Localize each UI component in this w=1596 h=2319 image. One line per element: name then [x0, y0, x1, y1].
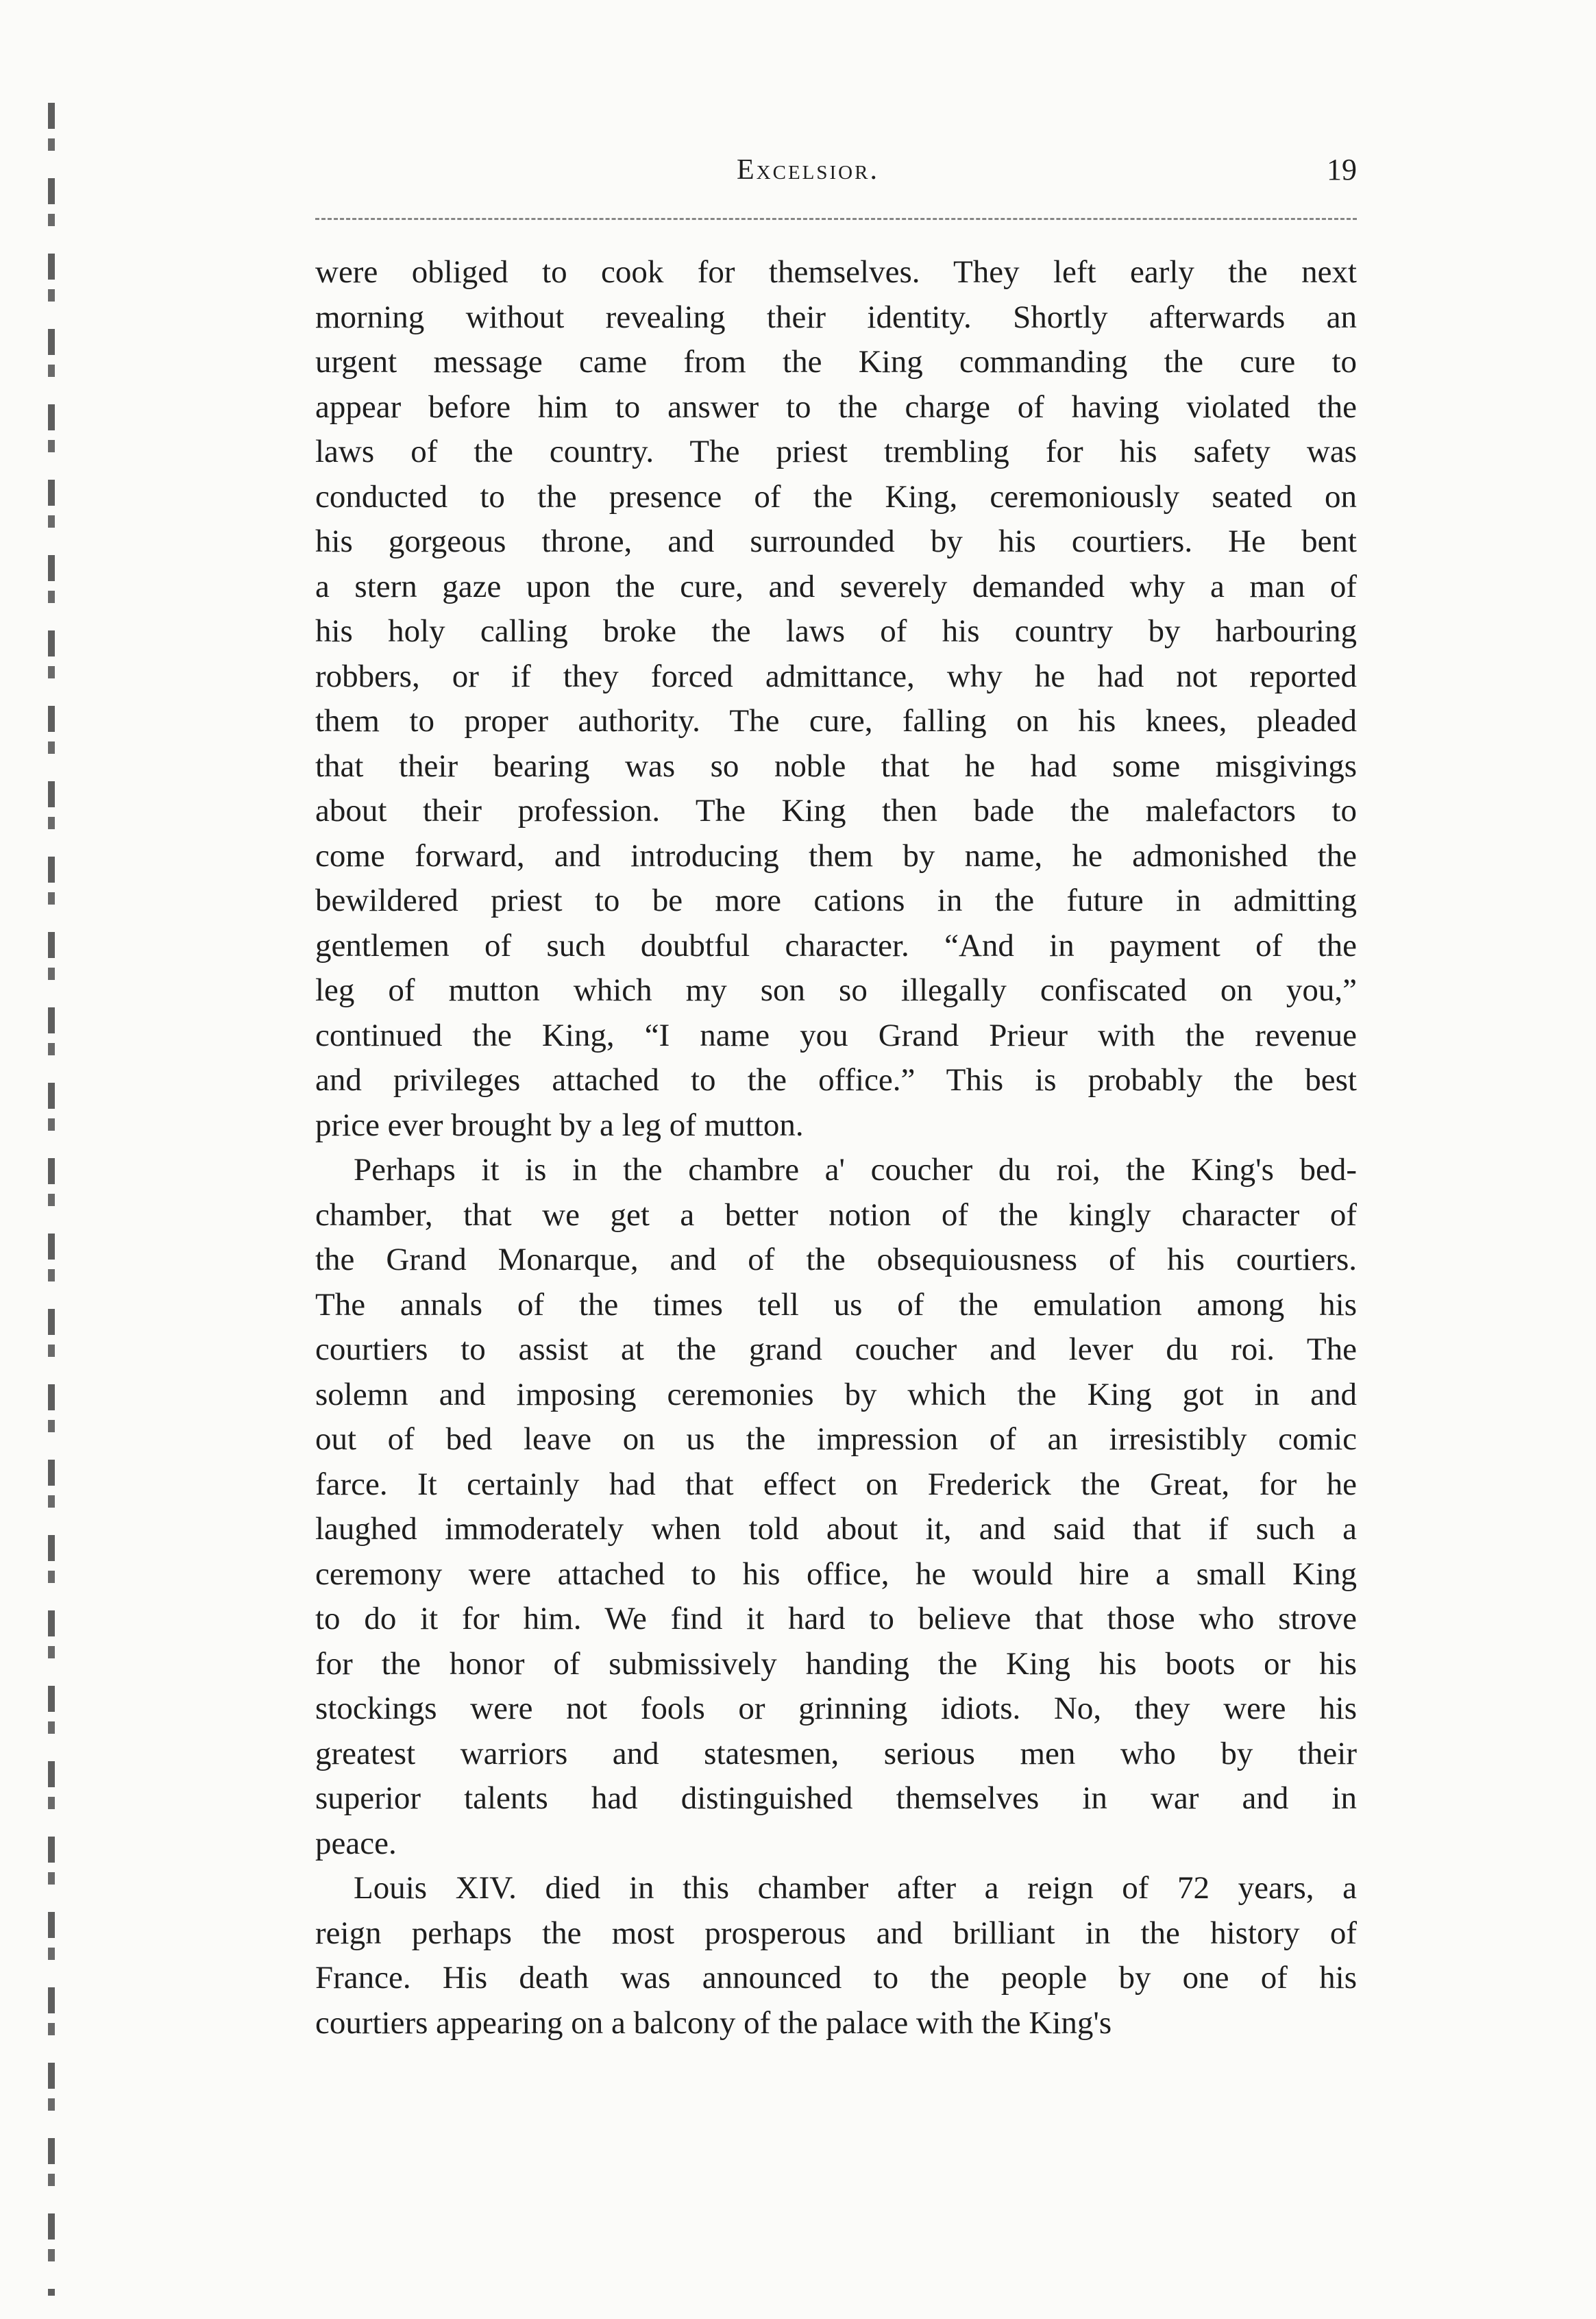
text-line: price ever brought by a leg of mutton.: [315, 1107, 804, 1143]
text-line: gentlemen of such doubtful character. “And in payment of the: [315, 927, 1357, 964]
text-line: the Grand Monarque, and of the obsequiousness of his courtiers.: [315, 1242, 1357, 1277]
text-line: laws of the country. The priest trembling for his safety was: [315, 434, 1357, 469]
text-line: laughed immoderately when told about it, and said that if such a: [315, 1511, 1357, 1547]
text-line: peace.: [315, 1825, 397, 1861]
text-line: The annals of the times tell us of the emulation among his: [315, 1286, 1357, 1323]
text-line: a stern gaze upon the cure, and severely demanded why a man of: [315, 568, 1357, 604]
text-line: Louis XIV. died in this chamber after a reign of 72 years, a: [354, 1870, 1357, 1906]
text-line: his gorgeous throne, and surrounded by his courtiers. He bent: [315, 524, 1357, 559]
paragraph: [315, 1866, 1357, 2046]
text-line: out of bed leave on us the impression of an irresistibly comic: [315, 1421, 1357, 1457]
text-line: Perhaps it is in the chambre a' coucher du roi, the King's bed-: [354, 1152, 1357, 1188]
header-rule: [315, 218, 1357, 220]
page-header: [315, 149, 1357, 191]
text-line: stockings were not fools or grinning idiots. No, they were his: [315, 1691, 1357, 1726]
page-number: 19: [1327, 153, 1357, 186]
text-line: them to proper authority. The cure, falling on his knees, pleaded: [315, 703, 1357, 739]
text-line: greatest warriors and statesmen, serious men who by their: [315, 1735, 1357, 1771]
text-line: bewildered priest to be more cations in the future in admitting: [315, 883, 1357, 918]
text-line: courtiers appearing on a balcony of the palace with the King's: [315, 2004, 1112, 2041]
text-line: to do it for him. We find it hard to believe that those who strove: [315, 1601, 1357, 1636]
text-line: reign perhaps the most prosperous and brilliant in the history of: [315, 1915, 1357, 1951]
body-text: [315, 250, 1357, 2046]
text-line: leg of mutton which my son so illegally confiscated on you,”: [315, 972, 1357, 1008]
text-line: chamber, that we get a better notion of the kingly character of: [315, 1197, 1357, 1233]
text-line: appear before him to answer to the charge of having violated the: [315, 389, 1357, 425]
text-line: conducted to the presence of the King, ceremoniously seated on: [315, 478, 1357, 515]
text-line: solemn and imposing ceremonies by which the King got in and: [315, 1376, 1357, 1412]
running-title: Excelsior.: [737, 154, 879, 186]
paragraph: [315, 1148, 1357, 1866]
text-line: for the honor of submissively handing the King his boots or his: [315, 1645, 1357, 1682]
text-line: that their bearing was so noble that he had some misgivings: [315, 748, 1357, 784]
binding-edge: [48, 103, 55, 2296]
text-line: come forward, and introducing them by name, he admonished the: [315, 837, 1357, 874]
text-line: urgent message came from the King commanding the cure to: [315, 344, 1357, 380]
text-line: and privileges attached to the office.” This is probably the best: [315, 1062, 1357, 1098]
text-line: courtiers to assist at the grand coucher and lever du roi. The: [315, 1332, 1357, 1367]
text-line: robbers, or if they forced admittance, why he had not reported: [315, 658, 1357, 694]
text-line: France. His death was announced to the people by one of his: [315, 1960, 1357, 1996]
text-line: about their profession. The King then bade the malefactors to: [315, 793, 1357, 829]
text-line: farce. It certainly had that effect on Frederick the Great, for he: [315, 1466, 1357, 1502]
text-line: superior talents had distinguished themselves in war and in: [315, 1780, 1357, 1816]
text-line: continued the King, “I name you Grand Prieur with the revenue: [315, 1017, 1357, 1053]
text-line: morning without revealing their identity. Shortly afterwards an: [315, 299, 1357, 335]
text-line: ceremony were attached to his office, he would hire a small King: [315, 1556, 1357, 1592]
text-line: his holy calling broke the laws of his country by harbouring: [315, 613, 1357, 649]
text-line: were obliged to cook for themselves. They left early the next: [315, 254, 1357, 290]
paragraph: [315, 250, 1357, 1148]
